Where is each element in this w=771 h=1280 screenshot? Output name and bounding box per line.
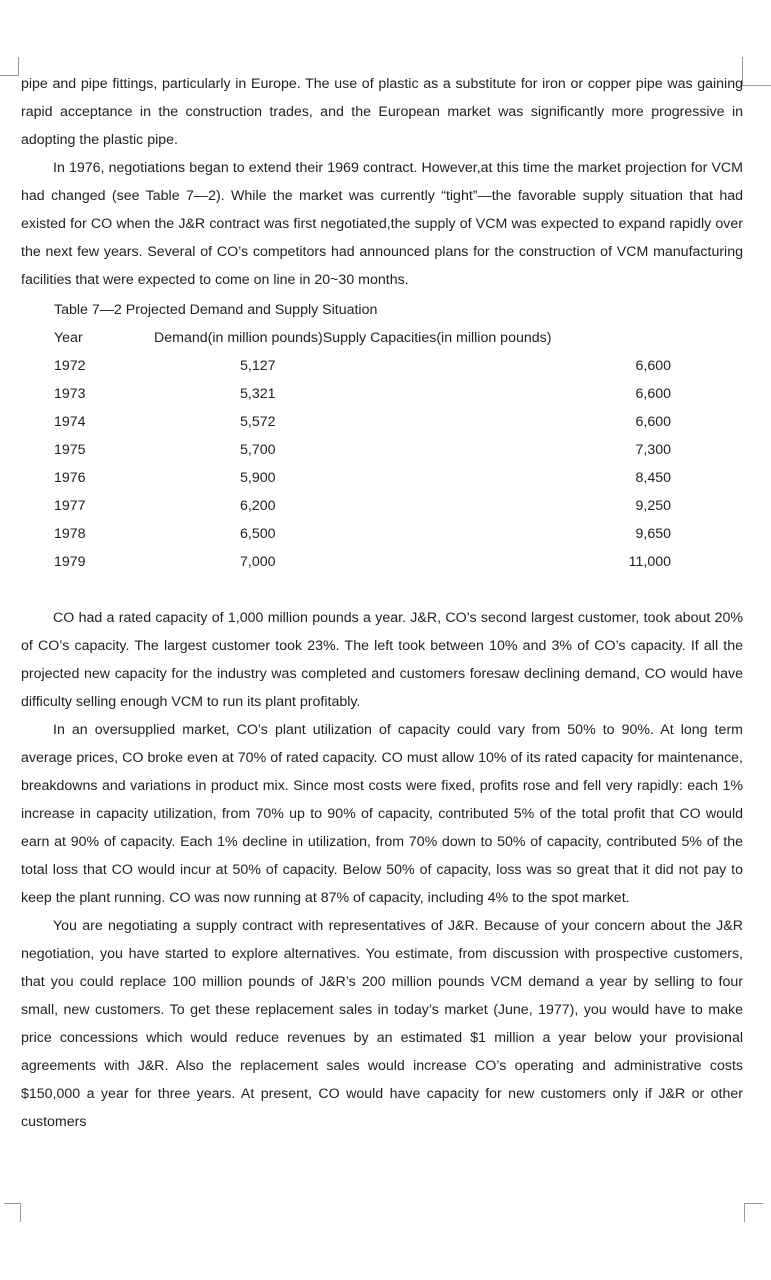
supply-cell: 9,650 xyxy=(635,526,671,542)
demand-cell: 5,700 xyxy=(240,442,276,458)
table-row xyxy=(21,464,743,492)
supply-cell: 9,250 xyxy=(635,498,671,514)
supply-cell: 6,600 xyxy=(635,386,671,402)
year-cell: 1977 xyxy=(54,498,86,514)
year-cell: 1976 xyxy=(54,470,86,486)
paragraph-2: In 1976, negotiations began to extend their 1969 contract. However,at this time the market projection for VCM had changed (see Table 7—2). While the market was currently “tight”—the favorable supply situation that had existed for CO when the J&R contract was first negotiated,the supply of VCM was expected to expand rapidly over the next few years. Several of CO’s competitors had announced plans for the construction of VCM manufacturing facilities that were expected to come on line in 20~30 months. xyxy=(21,160,743,288)
document-page xyxy=(21,70,743,1136)
table-row xyxy=(21,548,743,576)
crop-mark-bottom-left xyxy=(4,1203,21,1222)
table-row xyxy=(21,380,743,408)
paragraph-4: In an oversupplied market, CO’s plant utilization of capacity could vary from 50% to 90%. At long term average prices, CO broke even at 70% of rated capacity. CO must allow 10% of its rated capacity for maintenance, breakdowns and variations in product mix. Since most costs were fixed, profits rose and fell very rapidly: each 1% increase in capacity utilization, from 70% up to 90% of capacity, contributed 5% of the total profit that CO would earn at 90% of capacity. Each 1% decline in utilization, from 70% down to 50% of capacity, contributed 5% of the total loss that CO would incur at 50% of capacity. Below 50% of capacity, loss was so great that it did not pay to keep the plant running. CO was now running at 87% of capacity, including 4% to the spot market. xyxy=(21,722,743,906)
supply-cell: 8,450 xyxy=(635,470,671,486)
header-year: Year xyxy=(54,330,83,346)
crop-mark-bottom-right xyxy=(744,1203,763,1222)
year-cell: 1973 xyxy=(54,386,86,402)
table-row xyxy=(21,352,743,380)
table-row xyxy=(21,520,743,548)
year-cell: 1974 xyxy=(54,414,86,430)
demand-cell: 5,127 xyxy=(240,358,276,374)
header-demand-supply: Demand(in million pounds)Supply Capacities(in million pounds) xyxy=(154,330,552,346)
table-header xyxy=(21,324,743,352)
supply-cell: 6,600 xyxy=(635,358,671,374)
supply-cell: 7,300 xyxy=(635,442,671,458)
year-cell: 1972 xyxy=(54,358,86,374)
table-title: Table 7—2 Projected Demand and Supply Situation xyxy=(54,302,378,318)
demand-cell: 6,200 xyxy=(240,498,276,514)
supply-cell: 6,600 xyxy=(635,414,671,430)
table-row xyxy=(21,408,743,436)
demand-cell: 5,900 xyxy=(240,470,276,486)
year-cell: 1978 xyxy=(54,526,86,542)
demand-cell: 7,000 xyxy=(240,554,276,570)
year-cell: 1979 xyxy=(54,554,86,570)
demand-cell: 6,500 xyxy=(240,526,276,542)
crop-mark-top-left xyxy=(0,57,19,76)
demand-supply-table xyxy=(21,296,743,570)
supply-cell: 11,000 xyxy=(628,554,671,570)
year-cell: 1975 xyxy=(54,442,86,458)
paragraph-1: pipe and pipe fittings, particularly in Europe. The use of plastic as a substitute for iron or copper pipe was gaining rapid acceptance in the construction trades, and the European market was significantly more progressive in adopting the plastic pipe. xyxy=(21,76,743,148)
paragraph-5: You are negotiating a supply contract with representatives of J&R. Because of your concern about the J&R negotiation, you have started to explore alternatives. You estimate, from discussion with prospective customers, that you could replace 100 million pounds of J&R’s 200 million pounds VCM demand a year by selling to four small, new customers. To get these replacement sales in today’s market (June, 1977), you would have to make price concessions which would reduce revenues by an estimated $1 million a year below your provisional agreements with J&R. Also the replacement sales would increase CO’s operating and administrative costs $150,000 a year for three years. At present, CO would have capacity for new customers only if J&R or other customers xyxy=(21,918,743,1130)
demand-cell: 5,572 xyxy=(240,414,276,430)
table-row xyxy=(21,436,743,464)
table-row xyxy=(21,492,743,520)
paragraph-3: CO had a rated capacity of 1,000 million pounds a year. J&R, CO’s second largest customer, took about 20% of CO’s capacity. The largest customer took 23%. The left took between 10% and 3% of CO’s capacity. If all the projected new capacity for the industry was completed and customers foresaw declining demand, CO would have difficulty selling enough VCM to run its plant profitably. xyxy=(21,610,743,710)
crop-mark-top-right xyxy=(742,57,771,86)
demand-cell: 5,321 xyxy=(240,386,276,402)
